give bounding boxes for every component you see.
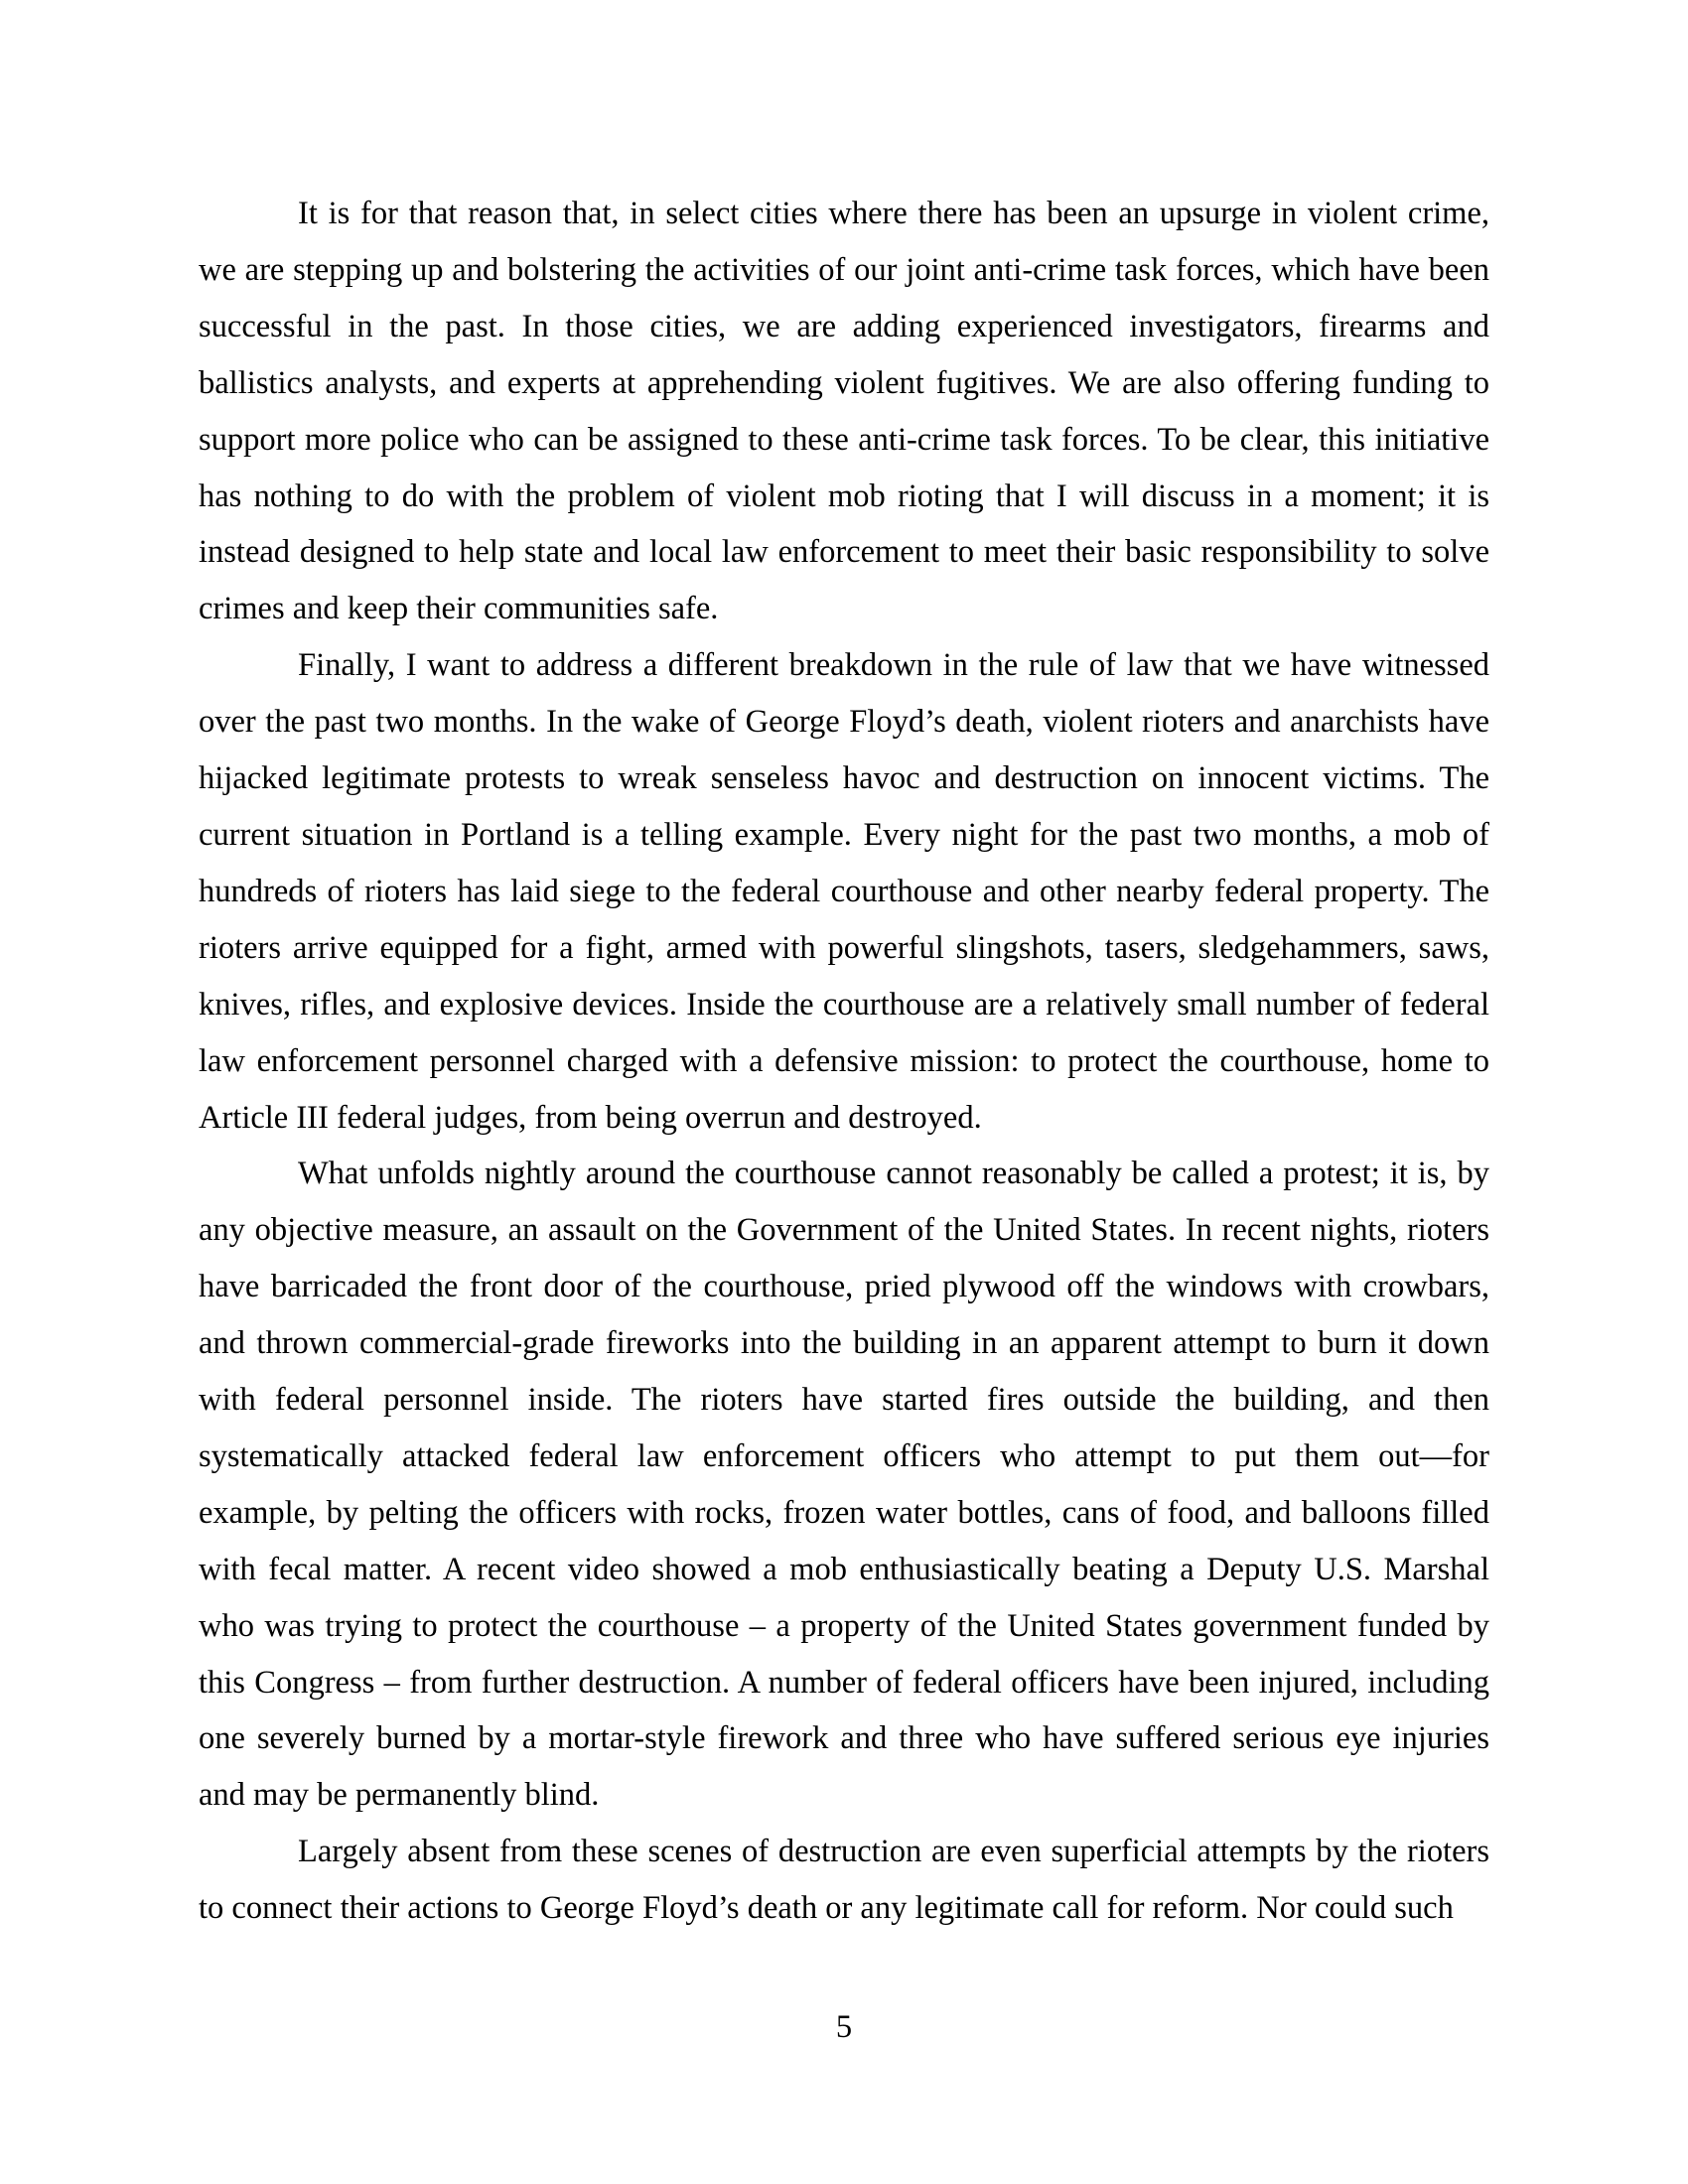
text-line: who was trying to protect the courthouse – a property of the United States government funded by [199,1607,1489,1644]
text-line: with federal personnel inside. The rioters have started fires outside the building, and then [199,1382,1489,1419]
text-line: crimes and keep their communities safe. [199,591,719,627]
page-body [199,186,1489,1937]
text-line: has nothing to do with the problem of violent mob rioting that I will discuss in a moment; it is [199,478,1489,514]
text-line: It is for that reason that, in select cities where there has been an upsurge in violent crime, [298,196,1489,231]
text-line: one severely burned by a mortar-style firework and three who have suffered serious eye injuries [199,1720,1489,1757]
text-line: this Congress – from further destruction. A number of federal officers have been injured, including [199,1664,1489,1701]
text-line: Largely absent from these scenes of destruction are even superficial attempts by the rioters [298,1834,1489,1870]
text-line: current situation in Portland is a telling example. Every night for the past two months, a mob of [199,816,1489,853]
text-line: ballistics analysts, and experts at apprehending violent fugitives. We are also offering funding to [199,364,1489,401]
paragraph [199,186,1489,637]
text-line: over the past two months. In the wake of George Floyd’s death, violent rioters and anarchists have [199,704,1489,741]
text-line: systematically attacked federal law enforcement officers who attempt to put them out—for [199,1437,1489,1474]
text-line: rioters arrive equipped for a fight, armed with powerful slingshots, tasers, sledgehammers, saws, [199,929,1489,966]
text-line: example, by pelting the officers with rocks, frozen water bottles, cans of food, and balloons filled [199,1494,1489,1531]
text-line: to connect their actions to George Floyd’s death or any legitimate call for reform. Nor could such [199,1890,1454,1927]
text-line: law enforcement personnel charged with a defensive mission: to protect the courthouse, home to [199,1042,1489,1079]
text-line: and thrown commercial-grade fireworks into the building in an apparent attempt to burn it down [199,1325,1489,1362]
text-line: What unfolds nightly around the courthouse cannot reasonably be called a protest; it is, by [298,1156,1489,1192]
text-line: and may be permanently blind. [199,1777,600,1814]
paragraph [199,637,1489,1146]
text-line: we are stepping up and bolstering the activities of our joint anti-crime task forces, which have been [199,251,1489,288]
text-line: support more police who can be assigned to these anti-crime task forces. To be clear, this initiative [199,421,1489,458]
text-line: instead designed to help state and local law enforcement to meet their basic responsibility to solve [199,534,1489,571]
text-line: knives, rifles, and explosive devices. Inside the courthouse are a relatively small number of federal [199,986,1489,1023]
paragraph [199,1824,1489,1937]
text-line: have barricaded the front door of the courthouse, pried plywood off the windows with crowbars, [199,1269,1489,1305]
page-number: 5 [835,2009,853,2045]
paragraph [199,1146,1489,1824]
text-line: any objective measure, an assault on the Government of the United States. In recent nights, rioters [199,1212,1489,1249]
text-line: hundreds of rioters has laid siege to the federal courthouse and other nearby federal property. The [199,873,1489,909]
page-footer [199,1999,1489,2056]
text-line: Article III federal judges, from being overrun and destroyed. [199,1099,982,1136]
text-line: with fecal matter. A recent video showed a mob enthusiastically beating a Deputy U.S. Marshal [199,1551,1489,1587]
text-line: successful in the past. In those cities, we are adding experienced investigators, firearms and [199,308,1489,344]
text-line: Finally, I want to address a different breakdown in the rule of law that we have witnessed [298,647,1489,684]
text-line: hijacked legitimate protests to wreak senseless havoc and destruction on innocent victims. The [199,760,1489,797]
